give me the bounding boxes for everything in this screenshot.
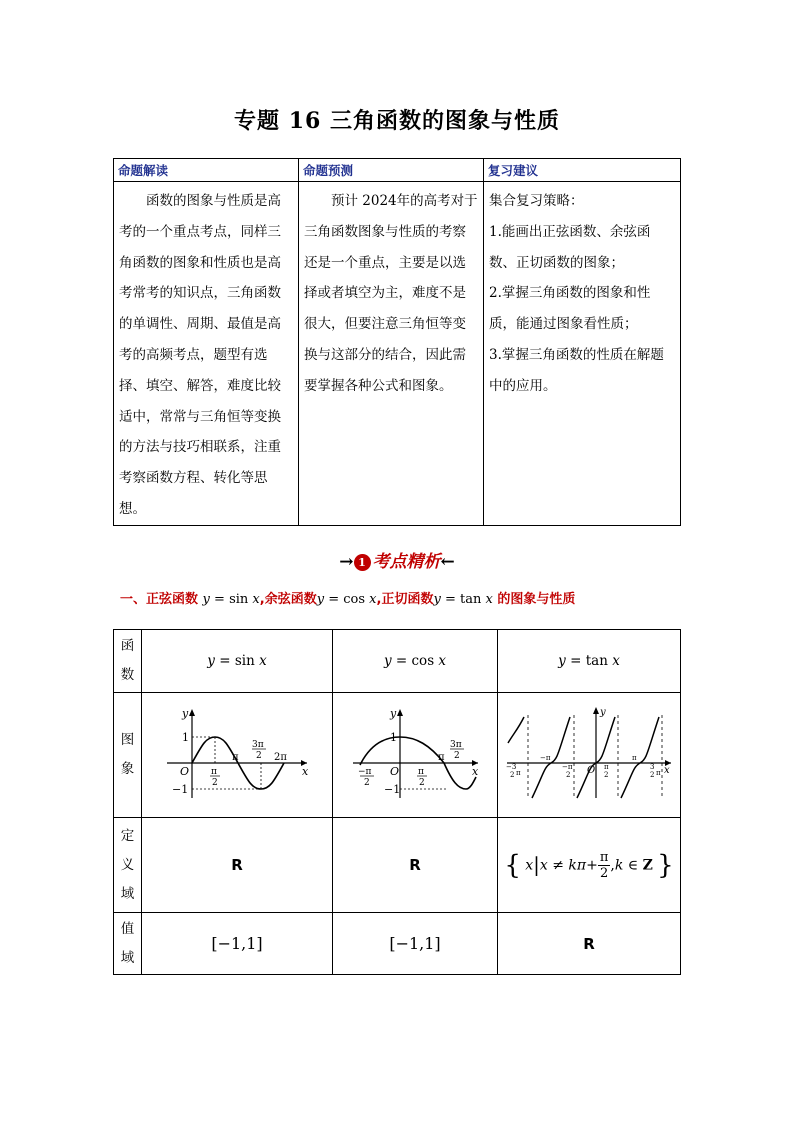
tan-label-pi2-den: 2 <box>604 771 609 779</box>
tan-label-x: x <box>664 765 670 776</box>
tan-graph <box>504 703 674 803</box>
tan-label-y: y <box>600 707 606 718</box>
sin-label-pi: π <box>232 752 239 763</box>
func-tan: y = tan x <box>498 630 681 693</box>
tan-label-pi2-num: π <box>604 763 609 771</box>
overview-table <box>113 158 681 526</box>
func-sin: y = sin x <box>142 630 333 693</box>
label-function: 函 数 <box>114 630 142 693</box>
tan-label-pi: π <box>632 754 637 762</box>
sin-y-arrow <box>189 709 195 716</box>
page-title: 专题 16 三角函数的图象与性质 <box>234 108 560 134</box>
cos-label-1: 1 <box>389 731 397 744</box>
tan-label-negpi2-den: 2 <box>566 771 571 779</box>
tan-label-3-den: 2 <box>650 771 655 779</box>
properties-table <box>113 629 681 975</box>
domain-sin: R <box>142 818 333 913</box>
tan-curve-1 <box>532 717 570 798</box>
sin-label-3pi2-den: 2 <box>256 751 262 761</box>
label-range: 值 域 <box>114 913 142 975</box>
label-domain: 定 义 域 <box>114 818 142 913</box>
graph-cos <box>333 693 498 818</box>
cos-label-x: x <box>471 765 478 778</box>
suggestion-text: 集合复习策略： 1.能画出正弦函数、余弦函数、正切函数的图象； 2.掌握三角函数的图象和性质，能通过图象看性质； 3.掌握三角函数的性质在解题中的应用。 <box>484 182 681 526</box>
cos-label-neg1: −1 <box>383 783 400 796</box>
cos-label-3pi2-num: 3π <box>449 740 462 750</box>
header-interpretation: 命题解读 <box>114 159 299 182</box>
section-heading: → 1 考点精析← <box>339 552 455 572</box>
sin-graph <box>162 703 312 803</box>
graph-tan <box>498 693 681 818</box>
tan-label-3-num: 3 <box>650 763 655 771</box>
cos-label-negpi2-den: 2 <box>363 778 370 788</box>
range-cos: [−1,1] <box>333 913 498 975</box>
domain-cos: R <box>333 818 498 913</box>
tan-label-negpi: −π <box>540 754 551 762</box>
range-sin: [−1,1] <box>142 913 333 975</box>
tan-label-neg3-pi: π <box>516 769 521 777</box>
cos-label-y: y <box>389 707 396 720</box>
sin-label-3pi2-num: 3π <box>252 740 264 750</box>
cos-label-o: O <box>389 765 399 778</box>
cos-label-3pi2-den: 2 <box>453 751 460 761</box>
number-badge: 1 <box>354 554 371 571</box>
tan-curve-0 <box>508 717 524 743</box>
sin-label-2pi: 2π <box>274 752 287 763</box>
interpretation-text: 函数的图象与性质是高考的一个重点考点，同样三角函数的图象和性质也是高考常考的知识点，三角函数的单调性、周期、最值是高考的高频考点，题型有选择、填空、解答，难度比较适中，常常与三角恒等变换的方法与技巧相联系，注重考察函数方程、转化等思想。 <box>114 182 299 526</box>
cos-label-pi2-num: π <box>417 767 424 777</box>
cos-label-negpi2-num: −π <box>357 767 371 777</box>
tan-label-negpi2-num: −π <box>562 763 573 771</box>
cos-y-arrow <box>397 709 403 716</box>
range-tan: R <box>498 913 681 975</box>
tan-label-neg3-den: 2 <box>510 771 515 779</box>
sin-label-pi-half-den: 2 <box>212 778 218 788</box>
cos-label-pi2-den: 2 <box>418 778 425 788</box>
tan-label-o: O <box>587 765 596 776</box>
sin-label-o: O <box>180 765 190 778</box>
tan-y-arrow <box>593 707 599 714</box>
subsection-heading: 一、正弦函数 y = sin x,余弦函数y = cos x,正切函数y = tan x 的图象与性质 <box>120 592 576 607</box>
func-cos: y = cos x <box>333 630 498 693</box>
tan-label-neg3-num: −3 <box>506 763 517 771</box>
prediction-text: 预计 2024年的高考对于三角函数图象与性质的考察还是一个重点，主要是以选择或者填空为主，难度不是很大，但要注意三角恒等变换与这部分的结合，因此需要掌握各种公式和图象。 <box>299 182 484 526</box>
cos-graph <box>348 703 483 803</box>
cos-label-pi: π <box>437 752 445 763</box>
graph-sin <box>142 693 333 818</box>
domain-tan: { x|x ≠ kπ+ $\frac{\pi}{2}$ ,k ∈ Z } <box>498 818 681 913</box>
sin-label-x: x <box>302 765 309 778</box>
tan-curve-3 <box>621 717 659 798</box>
sin-label-neg1: −1 <box>172 783 189 796</box>
sin-label-1: 1 <box>182 731 189 744</box>
sin-label-y: y <box>182 707 189 720</box>
header-suggestion: 复习建议 <box>484 159 681 182</box>
label-graph: 图 象 <box>114 693 142 818</box>
sin-label-pi-half-num: π <box>211 767 217 777</box>
header-prediction: 命题预测 <box>299 159 484 182</box>
tan-label-3-pi: π <box>656 769 661 777</box>
